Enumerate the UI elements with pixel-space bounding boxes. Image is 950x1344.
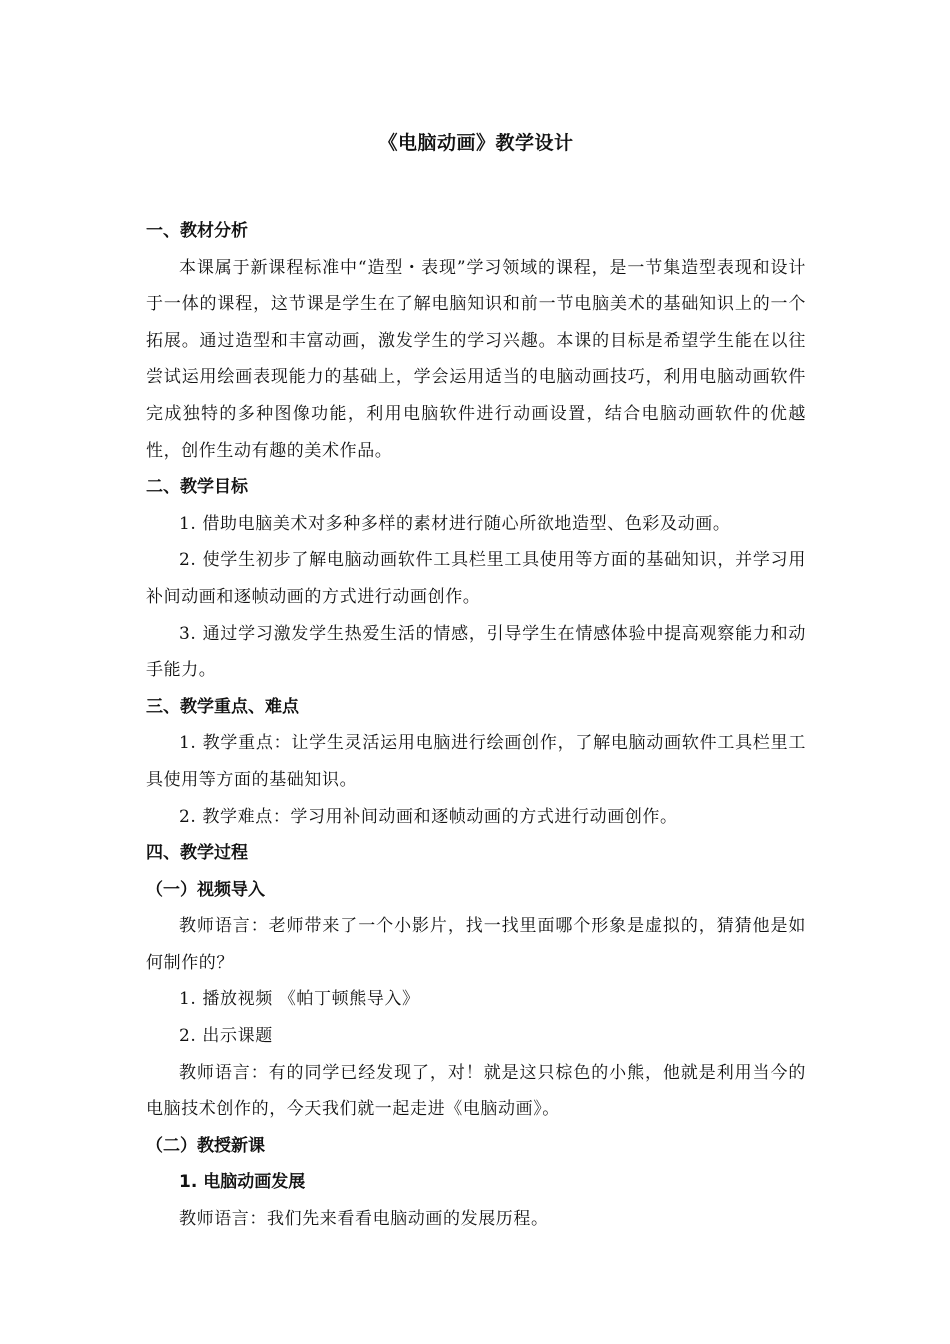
new-lesson-paragraph-1: 教师语言：我们先来看看电脑动画的发展历程。 <box>179 1209 549 1230</box>
section-heading-analysis: 一、教材分析 <box>146 221 248 241</box>
section-heading-key-points: 三、教学重点、难点 <box>146 696 299 717</box>
section-heading-process: 四、教学过程 <box>146 843 248 864</box>
subsection-heading-new-lesson: （二）教授新课 <box>146 1135 265 1156</box>
page-title: 《电脑动画》教学设计 <box>378 132 574 154</box>
video-intro-paragraph-2: 教师语言：有的同学已经发现了，对！就是这只棕色的小熊，他就是利用当今的电脑技术创作的，今天我们就一起走进《电脑动画》。 <box>146 1062 806 1120</box>
video-intro-item-2: 2. 出示课题 <box>179 1026 273 1047</box>
video-intro-paragraph-1: 教师语言：老师带来了一个小影片，找一找里面哪个形象是虚拟的，猜猜他是如何制作的？ <box>146 916 806 973</box>
analysis-paragraph: 本课属于新课程标准中“造型・表现”学习领域的课程，是一节集造型表现和设计于一体的课程，这节课是学生在了解电脑知识和前一节电脑美术的基础知识上的一个拓展。通过造型和丰富动画，激发学生的学习兴趣。本课的目标是希望学生能在以往尝试运用绘画表现能力的基础上，学会运用适当的电脑动画技巧，利用电脑动画软件完成独特的多种图像功能，利用电脑软件进行动画设置，结合电脑动画软件的优越性，创作生动有趣的美术作品。 <box>146 257 806 461</box>
goal-item-1: 1. 借助电脑美术对多种多样的素材进行随心所欲地造型、色彩及动画。 <box>179 513 731 534</box>
video-intro-item-1: 1. 播放视频 《帕丁顿熊导入》 <box>179 989 420 1010</box>
new-lesson-point-1: 1. 电脑动画发展 <box>179 1172 306 1193</box>
goal-item-2: 2. 使学生初步了解电脑动画软件工具栏里工具使用等方面的基础知识，并学习用补间动画和逐帧动画的方式进行动画创作。 <box>146 550 806 607</box>
subsection-heading-video-intro: （一）视频导入 <box>146 879 265 900</box>
goal-item-3: 3. 通过学习激发学生热爱生活的情感，引导学生在情感体验中提高观察能力和动手能力。 <box>146 623 806 681</box>
key-point-item-1: 1. 教学重点：让学生灵活运用电脑进行绘画创作，了解电脑动画软件工具栏里工具使用等方面的基础知识。 <box>146 733 806 790</box>
key-point-item-2: 2. 教学难点：学习用补间动画和逐帧动画的方式进行动画创作。 <box>179 806 678 827</box>
document-body <box>146 213 806 1238</box>
section-heading-goals: 二、教学目标 <box>146 477 248 498</box>
